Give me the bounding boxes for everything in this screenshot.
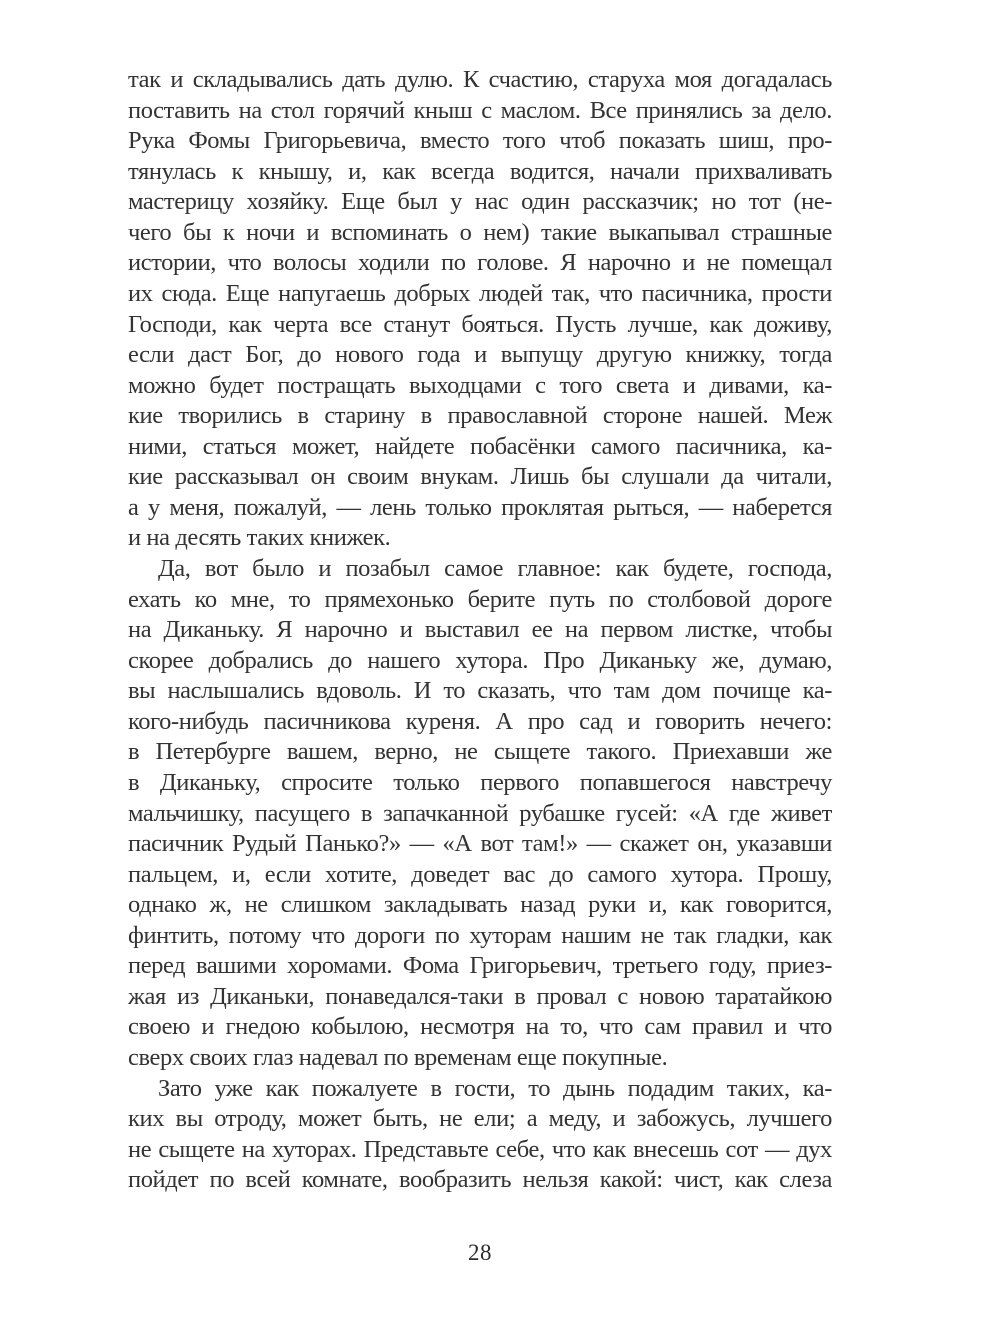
text-line: на Диканьку. Я нарочно и выставил ее на первом листке, чтобы — [128, 616, 832, 644]
text-line: кие рассказывал он своим внукам. Лишь бы слушали да читали, — [128, 463, 832, 491]
text-line: скорее добрались до нашего хутора. Про Диканьку же, думаю, — [128, 646, 832, 674]
text-line: и на десять таких книжек. — [128, 524, 391, 552]
text-line: Рука Фомы Григорьевича, вместо того чтоб показать шиш, про- — [128, 127, 832, 155]
text-line: а у меня, пожалуй, — лень только проклятая рыться, — наберется — [128, 493, 832, 521]
text-line: пойдет по всей комнате, вообразить нельзя какой: чист, как слеза — [128, 1166, 832, 1194]
text-line: финтить, потому что дороги по хуторам нашим не так гладки, как — [128, 921, 832, 949]
text-line: в Петербурге вашем, верно, не сыщете такого. Приехавши же — [128, 738, 832, 766]
text-line: жая из Диканьки, понаведался-таки в провал с новою таратайкою — [128, 982, 832, 1010]
text-line: так и складывались дать дулю. К счастию, старуха моя догадалась — [128, 66, 832, 93]
text-line: Господи, как черта все станут бояться. Пусть лучше, как доживу, — [128, 310, 832, 338]
text-line: в Диканьку, спросите только первого попавшегося навстречу — [128, 768, 832, 796]
text-line: мастерицу хозяйку. Еще был у нас один рассказчик; но тот (не- — [128, 188, 832, 216]
text-line: истории, что волосы ходили по голове. Я нарочно и не помещал — [128, 249, 832, 277]
text-line: сверх своих глаз надевал по временам еще покупные. — [128, 1044, 668, 1071]
paragraph — [128, 1074, 832, 1196]
paragraph — [128, 65, 832, 554]
text-line: их сюда. Еще напугаешь добрых людей так, что пасичника, прости — [128, 279, 832, 307]
paragraph — [128, 554, 832, 1074]
text-line: пасичник Рудый Панько?» — «А вот там!» — скажет он, указавши — [128, 830, 832, 858]
text-line: тянулась к кнышу, и, как всегда водится, начали прихваливать — [128, 157, 832, 185]
text-line: своею и гнедою кобылою, несмотря на то, что сам правил и что — [128, 1013, 832, 1041]
page-number: 28 — [468, 1240, 492, 1265]
text-line: можно будет постращать выходцами с того света и дивами, ка- — [128, 371, 832, 399]
text-line: ними, статься может, найдете побасёнки самого пасичника, ка- — [128, 432, 832, 460]
text-line: Зато уже как пожалуете в гости, то дынь подадим таких, ка- — [158, 1074, 832, 1102]
text-line: Да, вот было и позабыл самое главное: как будете, господа, — [158, 555, 832, 582]
text-line: однако ж, не слишком закладывать назад руки и, как говорится, — [128, 891, 832, 919]
text-line: ехать ко мне, то прямехонько берите путь по столбовой дороге — [128, 585, 832, 613]
text-line: если даст Бог, до нового года и выпущу другую книжку, тогда — [128, 341, 832, 369]
text-line: чего бы к ночи и вспоминать о нем) такие выкапывал страшные — [128, 218, 832, 246]
text-line: поставить на стол горячий кныш с маслом. Все принялись за дело. — [128, 96, 832, 124]
text-line: ких вы отроду, может быть, не ели; а меду, и забожусь, лучшего — [128, 1105, 832, 1133]
text-line: кого-нибудь пасичникова куреня. А про сад и говорить нечего: — [128, 707, 832, 735]
text-block — [128, 65, 832, 1196]
text-line: перед вашими хоромами. Фома Григорьевич, третьего году, приез- — [128, 952, 832, 980]
text-line: пальцем, и, если хотите, доведет вас до самого хутора. Прошу, — [128, 860, 832, 888]
text-line: кие творились в старину в православной стороне нашей. Меж — [128, 402, 832, 430]
text-line: не сыщете на хуторах. Представьте себе, что как внесешь сот — дух — [128, 1135, 832, 1163]
text-line: мальчишку, пасущего в запачканной рубашке гусей: «А где живет — [128, 799, 832, 827]
text-line: вы наслышались вдоволь. И то сказать, что там дом почище ка- — [128, 677, 832, 705]
